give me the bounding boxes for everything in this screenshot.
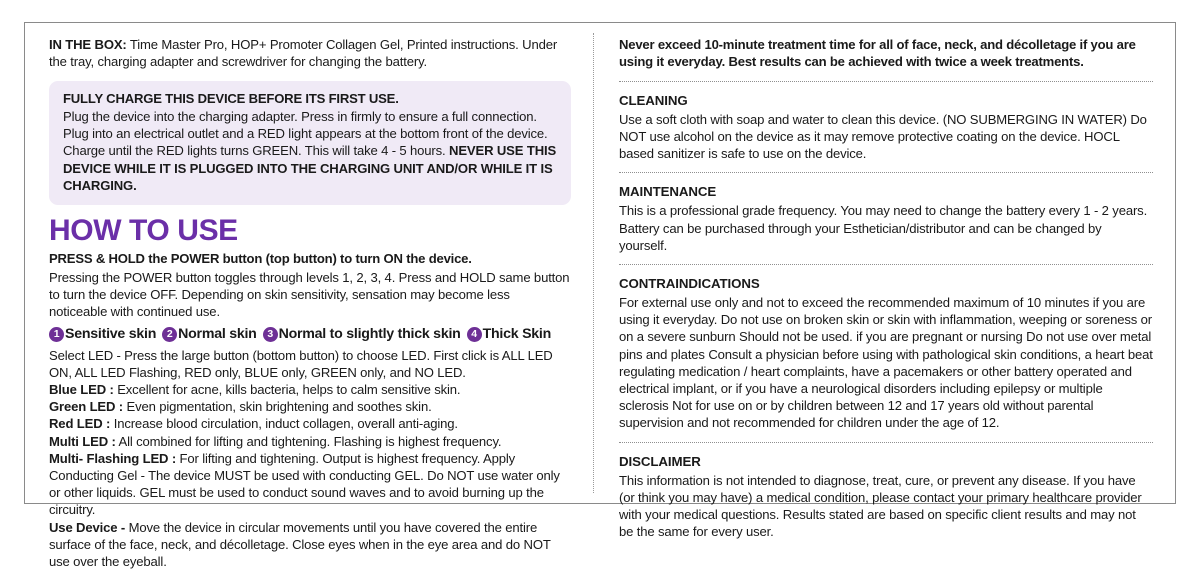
section-divider xyxy=(619,81,1153,82)
section-contraindications-title: CONTRAINDICATIONS xyxy=(619,276,760,292)
in-the-box-text: Time Master Pro, HOP+ Promoter Collagen Gel, Printed instructions. Under the tray, charging adapter and screwdriver for changing the battery. xyxy=(49,37,558,70)
led-item-multi-label: Multi LED : xyxy=(49,433,116,449)
led-instruction-list xyxy=(49,347,571,570)
use-device-label: Use Device - xyxy=(49,519,126,535)
skin-level-list xyxy=(49,324,571,345)
charge-callout-body-text: Plug the device into the charging adapter. Press in firmly to ensure a full connection. Plug into an electrical outlet and a RED light appears at the bottom front of the device. Charge until the RED lights turns GREEN. This will take 4 - 5 hours. xyxy=(63,109,548,159)
press-hold-body: Pressing the POWER button toggles through levels 1, 2, 3, 4. Press and HOLD same button to turn the device OFF. Depending on skin sensitivity, sensation may become less noticeable with continued use. xyxy=(49,270,570,320)
section-maintenance-body: This is a professional grade frequency. You may need to change the battery every 1 - 2 years. Battery can be purchased through your Esthetician/distributor and can be changed by yourself. xyxy=(619,203,1148,253)
charge-callout-box xyxy=(49,81,571,205)
section-disclaimer xyxy=(619,453,1153,541)
section-contraindications-body: For external use only and not to exceed the recommended maximum of 10 minutes if you are using it everyday. Do not use on broken skin or skin with inflammation, weeping or soreness or on a severe sunburn Should not be used. if you are pregnant or nursing Do not use over metal pins and plates Consult a physician before using with pathological skin conditions, a heart beat regulating medication / heart complaints, have a pacemakers or other battery operated and electrical implant, or if you have a neurological disorders including epilepsy or multiple sclerosis Not for use on or by children between 12 and 17 years old without parental supervision and not recommended for children under the age of 12. xyxy=(619,295,1153,431)
section-maintenance xyxy=(619,183,1153,254)
section-divider xyxy=(619,264,1153,265)
in-the-box-label: IN THE BOX: xyxy=(49,37,127,52)
led-item-green xyxy=(49,398,571,415)
right-column xyxy=(595,23,1175,540)
led-item-multi-flashing-label: Multi- Flashing LED : xyxy=(49,450,177,466)
press-hold-heading: PRESS & HOLD the POWER button (top button) to turn ON the device. xyxy=(49,251,472,267)
led-item-red-label: Red LED : xyxy=(49,416,111,432)
section-cleaning-title: CLEANING xyxy=(619,92,688,108)
section-divider xyxy=(619,172,1153,173)
two-column-layout xyxy=(25,23,1175,570)
led-item-blue-label: Blue LED : xyxy=(49,382,114,398)
select-led-paragraph: Select LED - Press the large button (bottom button) to choose LED. First click is ALL LED ON, ALL LED Flashing, RED only, BLUE only, GREEN only, and NO LED. xyxy=(49,347,553,380)
use-device-item xyxy=(49,519,571,570)
led-item-multi-text: All combined for lifting and tightening. Flashing is highest frequency. xyxy=(115,433,502,449)
led-item-multi-flashing-text: For lifting and tightening. Output is highest frequency. Apply Conducting Gel - The device MUST be used with conducting GEL. Do NOT use water only or other liquids. GEL must be used to conduct sound waves and to avoid burning up the circuitry. xyxy=(49,450,560,518)
led-item-blue-text: Excellent for acne, kills bacteria, helps to calm sensitive skin. xyxy=(113,382,461,398)
charge-callout-body xyxy=(63,108,557,194)
use-device-text: Move the device in circular movements until you have covered the entire surface of the face, neck, and décolletage. Close eyes when in the eye area and do NOT use over the eyeball. xyxy=(49,519,551,570)
level-badge-2: 2 xyxy=(162,327,177,342)
section-disclaimer-body: This information is not intended to diagnose, treat, cure, or prevent any disease. If you have (or think you may have) a medical condition, please contact your primary healthcare provider with your medical questions. Results stated are based on specific client results and may not be the same for every user. xyxy=(619,472,1142,540)
section-cleaning xyxy=(619,92,1153,163)
level-label-1: Sensitive skin xyxy=(65,325,157,342)
treatment-time-warning: Never exceed 10-minute treatment time for all of face, neck, and décolletage if you are using it everyday. Best results can be achieved with twice a week treatments. xyxy=(619,37,1136,70)
led-item-green-label: Green LED : xyxy=(49,399,124,415)
charge-callout-title: FULLY CHARGE THIS DEVICE BEFORE ITS FIRST USE. xyxy=(63,91,399,107)
level-badge-3: 3 xyxy=(263,327,278,342)
led-item-red xyxy=(49,415,571,432)
section-contraindications xyxy=(619,275,1153,432)
led-item-red-text: Increase blood circulation, induct collagen, overall anti-aging. xyxy=(110,416,458,432)
instruction-card xyxy=(24,22,1176,570)
section-divider xyxy=(619,442,1153,443)
level-label-3: Normal to slightly thick skin xyxy=(278,325,461,342)
section-cleaning-body: Use a soft cloth with soap and water to clean this device. (NO SUBMERGING IN WATER) Do NOT use alcohol on the device as it may remove protective coating on the device. HOCL based sanitizer is safe to use on the device. xyxy=(619,111,1147,162)
led-item-blue xyxy=(49,381,571,398)
in-the-box-paragraph xyxy=(49,36,571,70)
level-label-4: Thick Skin xyxy=(482,325,552,342)
how-to-use-heading: HOW TO USE xyxy=(49,214,238,248)
led-item-multi-flashing xyxy=(49,450,571,519)
section-maintenance-title: MAINTENANCE xyxy=(619,184,717,200)
led-item-multi xyxy=(49,433,571,450)
led-item-green-text: Even pigmentation, skin brightening and soothes skin. xyxy=(123,399,432,415)
level-label-2: Normal skin xyxy=(178,325,257,342)
level-badge-1: 1 xyxy=(49,327,64,342)
section-disclaimer-title: DISCLAIMER xyxy=(619,453,701,469)
left-column xyxy=(25,23,593,570)
level-badge-4: 4 xyxy=(467,327,482,342)
charge-callout-body-warning: NEVER USE THIS DEVICE WHILE IT IS PLUGGED INTO THE CHARGING UNIT AND/OR WHILE IT IS CHARGING. xyxy=(63,143,557,193)
